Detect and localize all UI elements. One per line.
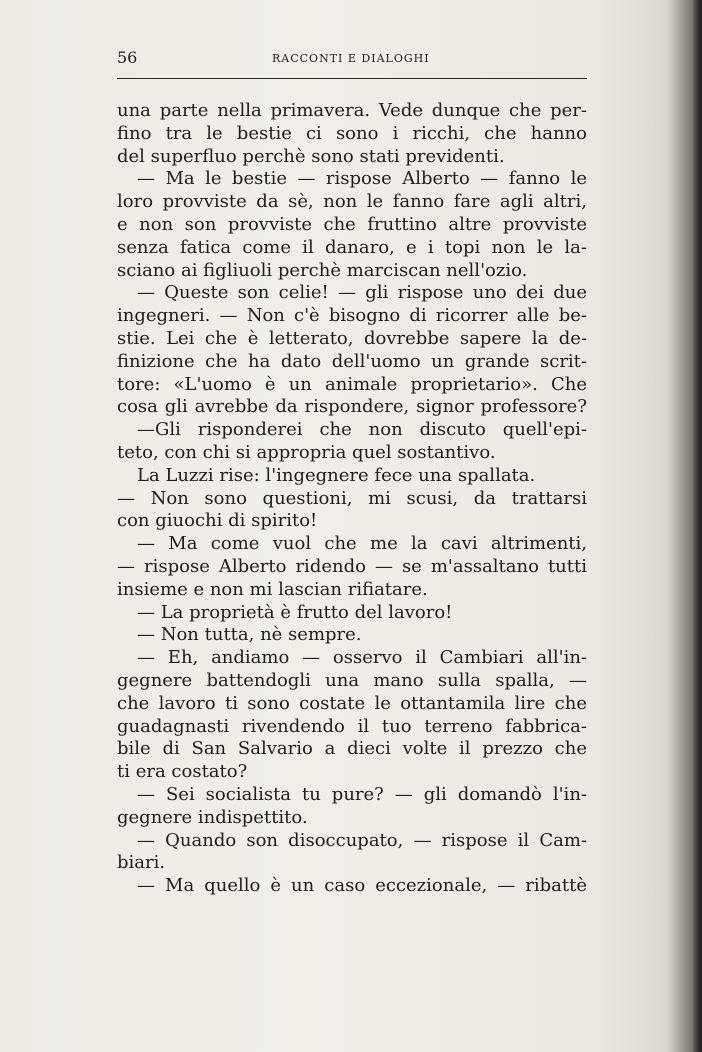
text-line: bile di San Salvario a dieci volte il prezzo che bbox=[117, 738, 587, 760]
text-line: insieme e non mi lascian rifiatare. bbox=[117, 578, 428, 600]
text-line: cosa gli avrebbe da rispondere, signor professore? bbox=[117, 396, 587, 418]
text-line: loro provviste da sè, non le fanno fare agli altri, bbox=[117, 191, 587, 213]
text-line: — Queste son celie! — gli rispose uno dei due bbox=[137, 282, 587, 304]
text-line: biari. bbox=[117, 852, 166, 874]
text-line: — Eh, andiamo — osservo il Cambiari all'in- bbox=[137, 647, 587, 669]
text-line: gegnere battendogli una mano sulla spalla, — bbox=[117, 669, 587, 691]
text-line: finizione che ha dato dell'uomo un grande scrit- bbox=[117, 350, 587, 372]
text-line: ti era costato? bbox=[117, 761, 248, 783]
text-line: — Ma le bestie — rispose Alberto — fanno le bbox=[137, 168, 587, 190]
text-line: — Ma quello è un caso eccezionale, — ribattè bbox=[137, 875, 587, 897]
text-line: — rispose Alberto ridendo — se m'assaltano tutti bbox=[117, 555, 587, 577]
text-line: gegnere indispettito. bbox=[117, 806, 308, 828]
text-line: del superfluo perchè sono stati previdenti. bbox=[117, 145, 505, 167]
text-line: tore: «L'uomo è un animale proprietario». Che bbox=[117, 373, 587, 395]
text-line: e non son provviste che fruttino altre provviste bbox=[117, 213, 587, 235]
text-line: — Ma come vuol che me la cavi altrimenti, bbox=[137, 533, 587, 555]
text-line: — Quando son disoccupato, — rispose il Cam- bbox=[137, 829, 587, 851]
text-line: — Sei socialista tu pure? — gli domandò l'in- bbox=[137, 783, 587, 805]
text-line: — Non tutta, nè sempre. bbox=[137, 624, 362, 646]
text-line: teto, con chi si appropria quel sostantivo. bbox=[117, 441, 496, 463]
text-line: senza fatica come il danaro, e i topi non le la- bbox=[117, 236, 587, 258]
text-line: — Non sono questioni, mi scusi, da trattarsi bbox=[117, 487, 587, 509]
text-line: —Gli risponderei che non discuto quell'epi- bbox=[137, 419, 587, 441]
page-number: 56 bbox=[117, 48, 138, 67]
header-rule bbox=[117, 78, 587, 79]
text-line: La Luzzi rise: l'ingegnere fece una spallata. bbox=[137, 464, 536, 486]
page-edge-shadow bbox=[693, 0, 702, 1052]
text-line: fino tra le bestie ci sono i ricchi, che hanno bbox=[117, 122, 587, 144]
text-line: stie. Lei che è letterato, dovrebbe sapere la de- bbox=[117, 327, 587, 349]
text-line: ingegneri. — Non c'è bisogno di ricorrer alle be- bbox=[117, 305, 587, 327]
text-line: — La proprietà è frutto del lavoro! bbox=[137, 601, 453, 623]
body-text bbox=[117, 100, 587, 898]
text-line: guadagnasti rivendendo il tuo terreno fabbrica- bbox=[117, 715, 587, 737]
text-line: una parte nella primavera. Vede dunque che per- bbox=[117, 100, 587, 121]
page-header bbox=[117, 48, 587, 68]
text-line: con giuochi di spirito! bbox=[117, 510, 318, 532]
text-line: che lavoro ti sono costate le ottantamila lire che bbox=[117, 692, 587, 714]
running-head: RACCONTI E DIALOGHI bbox=[272, 52, 430, 65]
text-line: sciano ai figliuoli perchè marciscan nell'ozio. bbox=[117, 259, 528, 281]
